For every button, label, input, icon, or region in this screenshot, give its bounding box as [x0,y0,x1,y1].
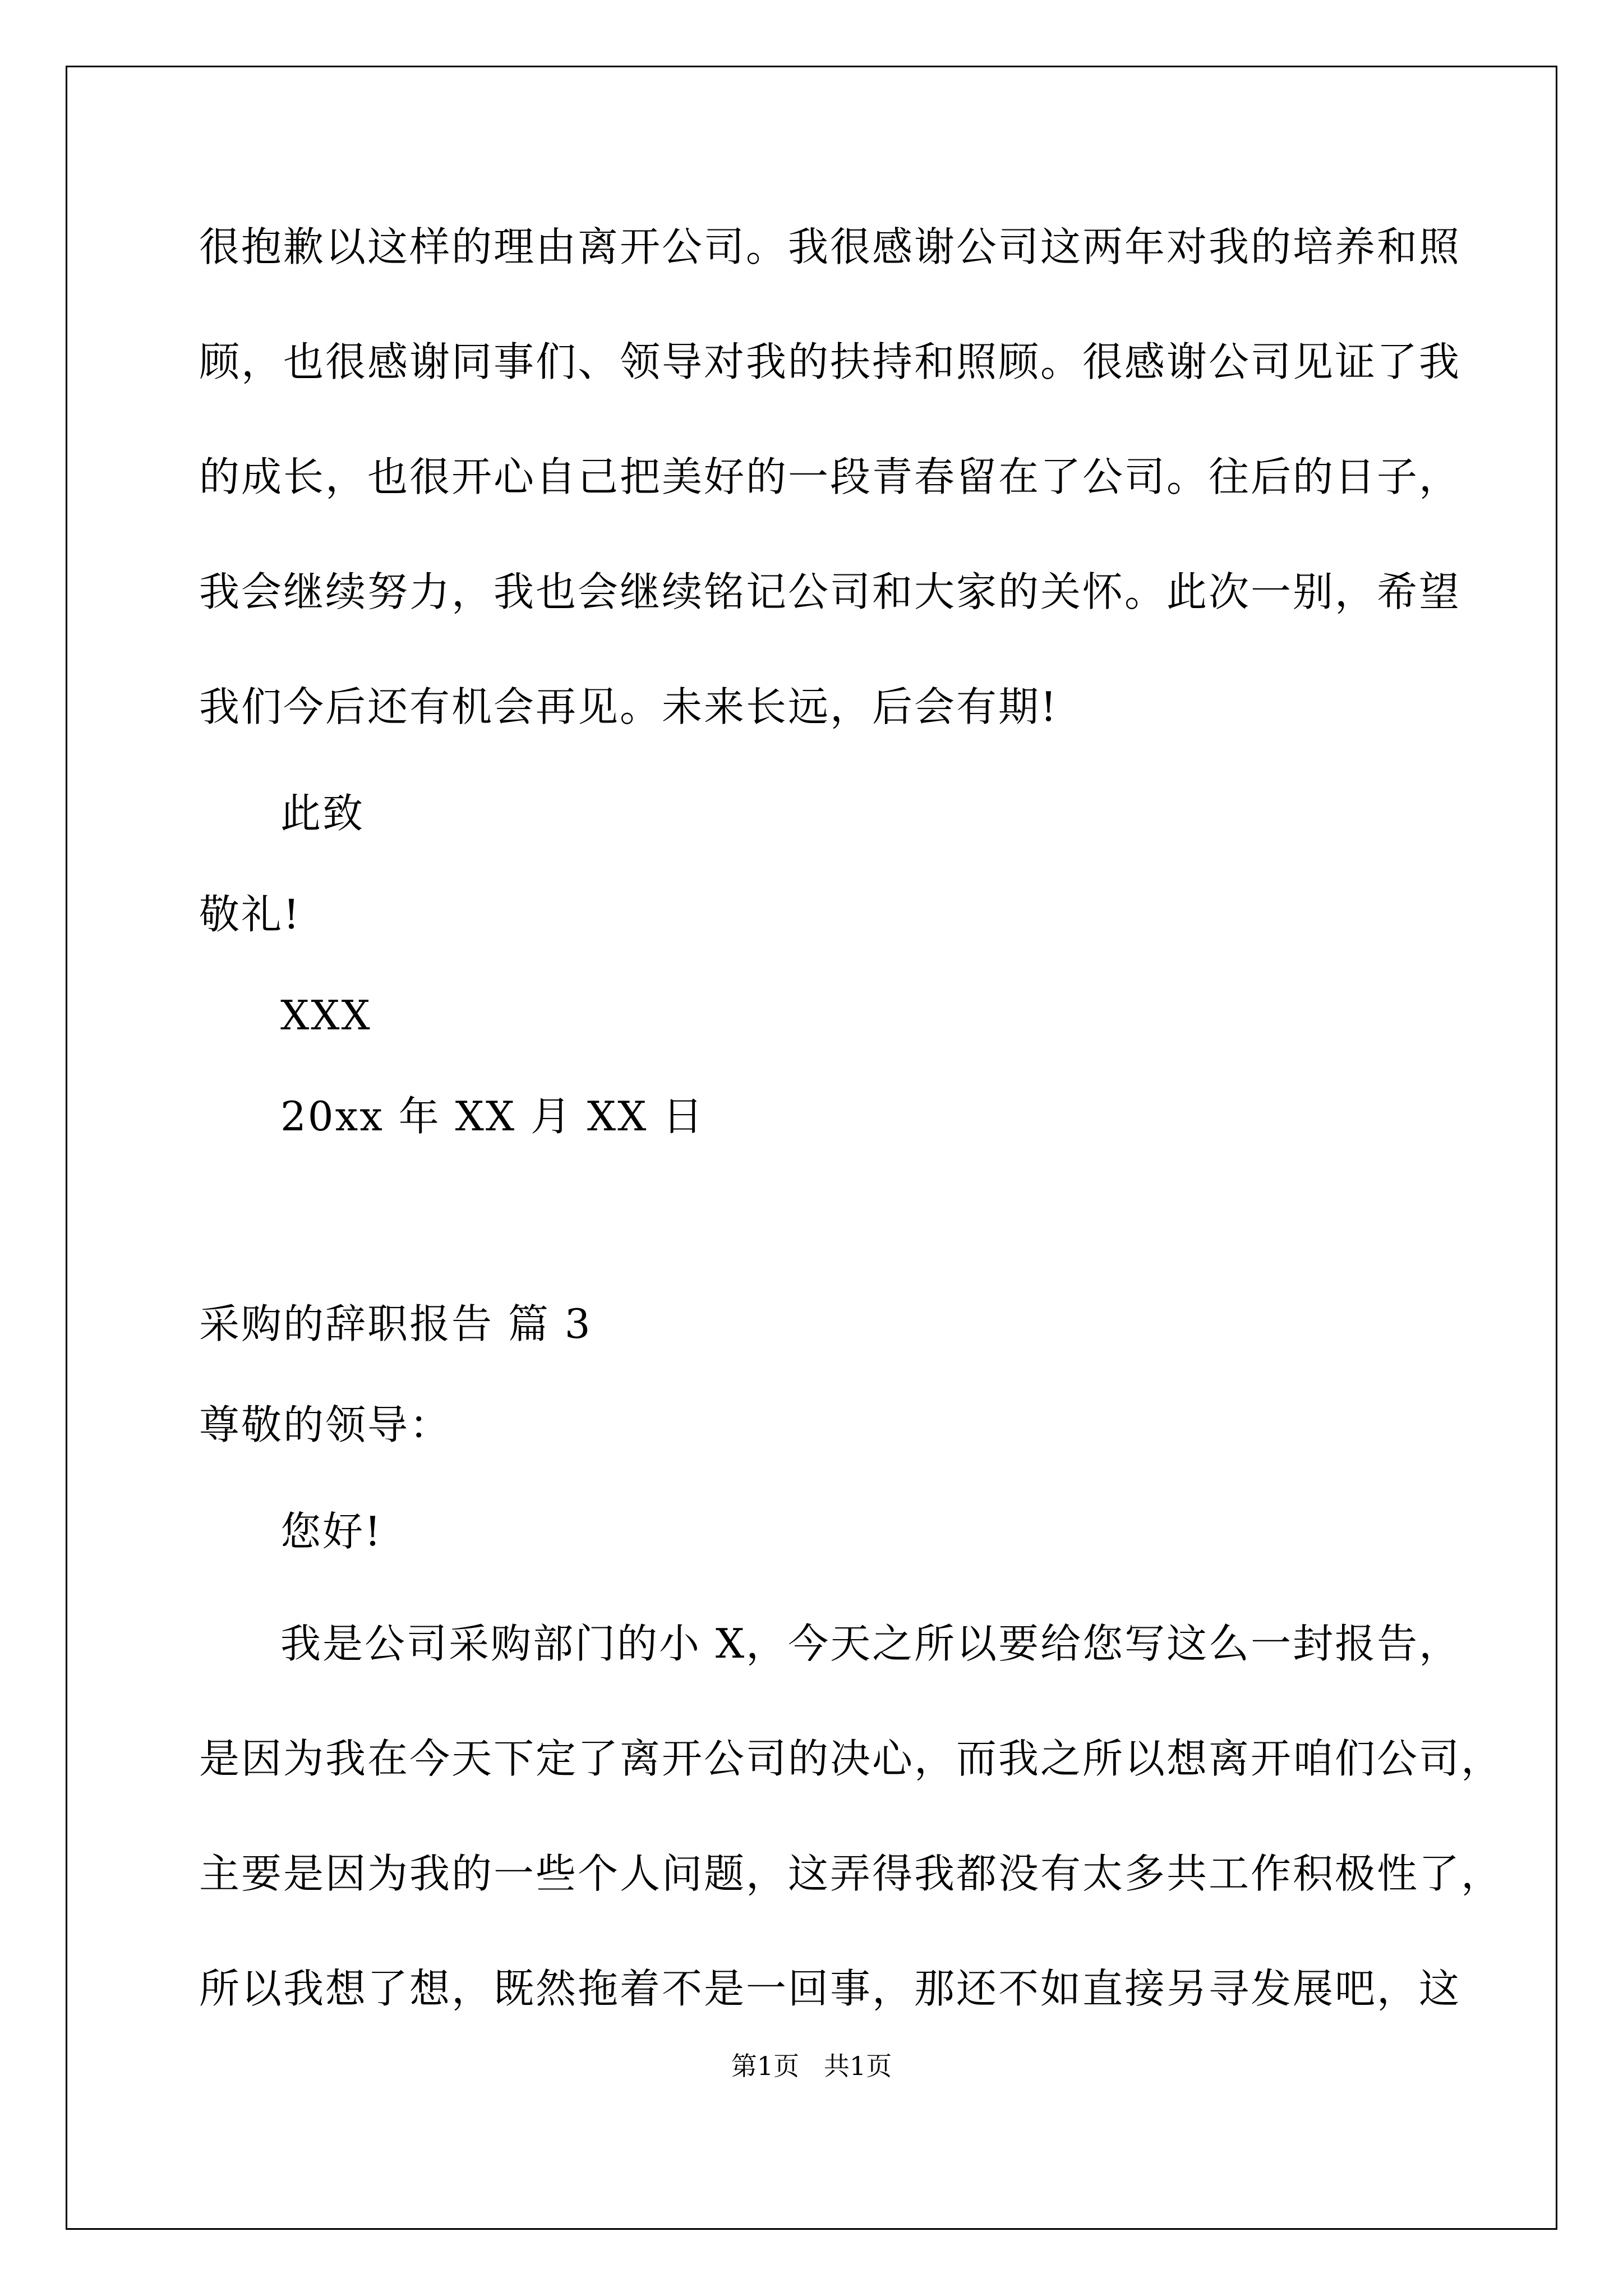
section-title: 采购的辞职报告 篇 3 [199,1300,592,1347]
body-text-line: 我会继续努力，我也会继续铭记公司和大家的关怀。此次一别，希望 [199,568,1461,615]
body-text-line: 很抱歉以这样的理由离开公司。我很感谢公司这两年对我的培养和照 [199,223,1461,270]
greeting: 您好! [280,1508,382,1555]
body-text-line: 所以我想了想，既然拖着不是一回事，那还不如直接另寻发展吧，这 [199,1965,1461,2012]
body-text-line: 我们今后还有机会再见。未来长远，后会有期! [199,683,1058,730]
page-footer: 第1页 共1页 [731,2051,892,2081]
date: 20xx 年 XX 月 XX 日 [280,1093,705,1140]
salutation: 此致 [280,790,365,837]
body-text-line: 主要是因为我的一些个人问题，这弄得我都没有太多共工作积极性了， [199,1850,1504,1897]
body-text-line: 我是公司采购部门的小 X，今天之所以要给您写这么一封报告， [280,1620,1461,1667]
page-border [66,66,1557,2230]
signature: XXX [280,992,372,1039]
recipient: 尊敬的领导： [199,1401,452,1448]
regards: 敬礼! [199,891,301,938]
body-text-line: 的成长，也很开心自己把美好的一段青春留在了公司。往后的日子， [199,453,1461,500]
body-text-line: 顾，也很感谢同事们、领导对我的扶持和照顾。很感谢公司见证了我 [199,338,1461,385]
body-text-line: 是因为我在今天下定了离开公司的决心，而我之所以想离开咱们公司， [199,1735,1504,1782]
